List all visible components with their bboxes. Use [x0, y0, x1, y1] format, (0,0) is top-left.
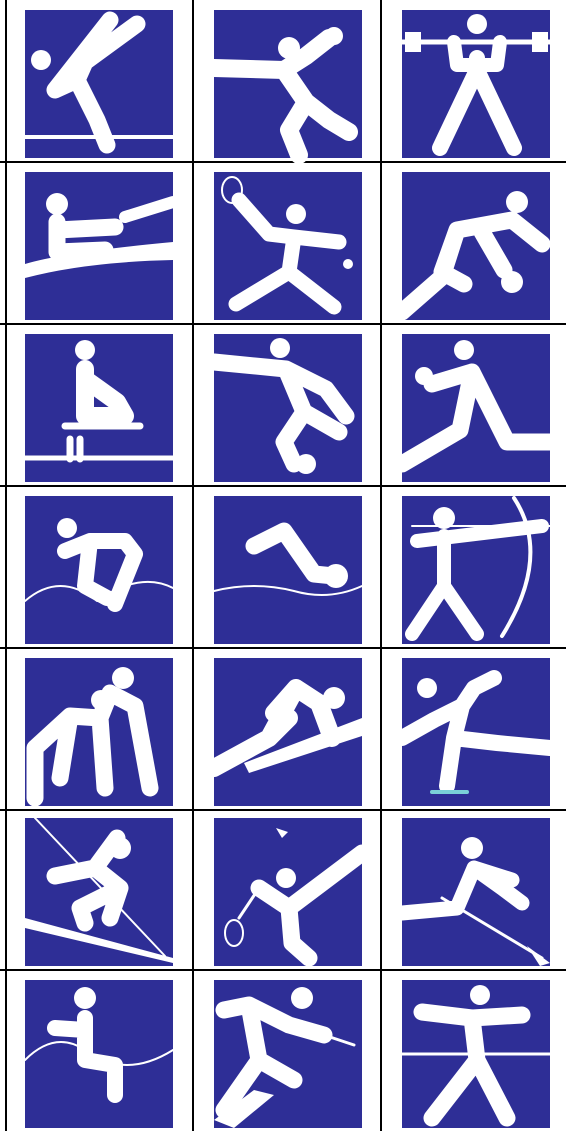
rowing-icon	[402, 818, 550, 966]
boxing-icon	[402, 980, 550, 1128]
skiing-icon	[25, 818, 173, 966]
bowling-icon	[402, 172, 550, 320]
archery-icon	[402, 496, 550, 644]
rowing-canoe-icon	[25, 172, 173, 320]
wrestling-icon	[25, 658, 173, 806]
gymnastics-icon	[25, 10, 173, 158]
ice-skating-icon	[402, 658, 550, 806]
handball-icon	[214, 10, 362, 158]
badminton-icon	[214, 818, 362, 966]
fencing-icon	[214, 980, 362, 1128]
tennis-icon	[214, 172, 362, 320]
cycling-icon	[25, 496, 173, 644]
equestrian-icon	[25, 980, 173, 1128]
volleyball-icon	[402, 334, 550, 482]
football-icon	[214, 334, 362, 482]
weightlifting-icon	[402, 10, 550, 158]
sprint-icon	[214, 658, 362, 806]
swimming-icon	[214, 496, 362, 644]
shooting-seated-icon	[25, 334, 173, 482]
